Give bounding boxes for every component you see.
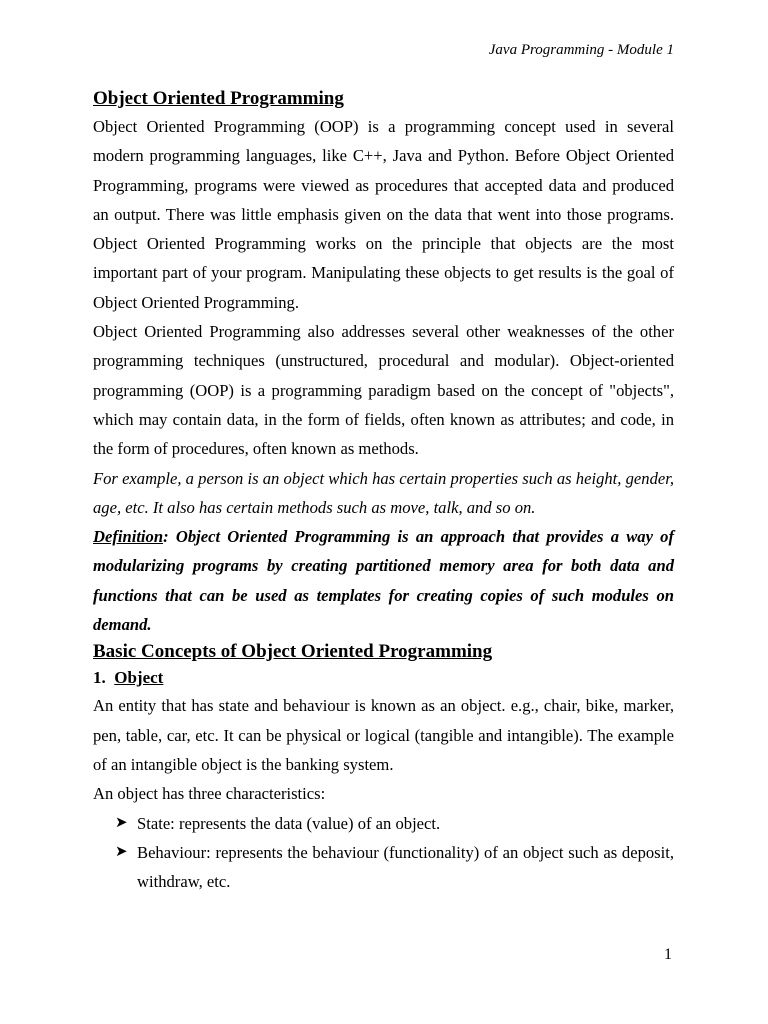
page-number: 1 [664,946,672,963]
list-item [115,809,674,838]
intro-paragraph: Object Oriented Programming (OOP) is a programming concept used in several modern programming languages, like C++, Java and Python. Before Object Oriented Programming, programs were viewed as procedures that accepted data and produced an output. There was little emphasis given on the data that went into those programs. Object Oriented Programming works on the principle that objects are the most important part of your program. Manipulating these objects to get results is the goal of Object Oriented Programming. [93,117,674,312]
page-content [93,86,674,896]
definition-paragraph [93,522,674,639]
list-item [115,838,674,897]
arrowhead-bullet-icon: ➤ [115,814,128,831]
characteristics-intro: An object has three characteristics: [93,784,326,804]
list-item-text: State: represents the data (value) of an object. [137,813,441,833]
object-number: 1. [93,668,106,688]
object-heading-text: Object [114,668,164,688]
characteristics-list [93,809,674,897]
definition-text: : Object Oriented Programming is an approach that provides a way of modularizing programs by creating partitioned memory area for both data and functions that can be used as templates for creating copies of such modules on demand. [93,527,674,635]
definition-label: Definition [93,527,164,547]
basic-concepts-title: Basic Concepts of Object Oriented Programming [93,641,493,663]
object-paragraph: An entity that has state and behaviour is known as an object. e.g., chair, bike, marker, pen, table, car, etc. It can be physical or logical (tangible and intangible). The example of an intangible object is the banking system. [93,696,674,774]
object-heading [93,665,674,691]
section-title: Object Oriented Programming [93,88,344,109]
list-item-text: Behaviour: represents the behaviour (functionality) of an object such as deposit, withdraw, etc. [137,842,674,892]
running-header: Java Programming - Module 1 [488,42,674,58]
weaknesses-paragraph: Object Oriented Programming also addresses several other weaknesses of the other programming techniques (unstructured, procedural and modular). Object-oriented programming (OOP) is a programming paradigm based on the concept of "objects", which may contain data, in the form of fields, often known as attributes; and code, in the form of procedures, often known as methods. [93,322,674,459]
arrowhead-bullet-icon: ➤ [115,843,128,860]
example-paragraph: For example, a person is an object which has certain properties such as height, gender, age, etc. It also has certain methods such as move, talk, and so on. [93,468,674,517]
